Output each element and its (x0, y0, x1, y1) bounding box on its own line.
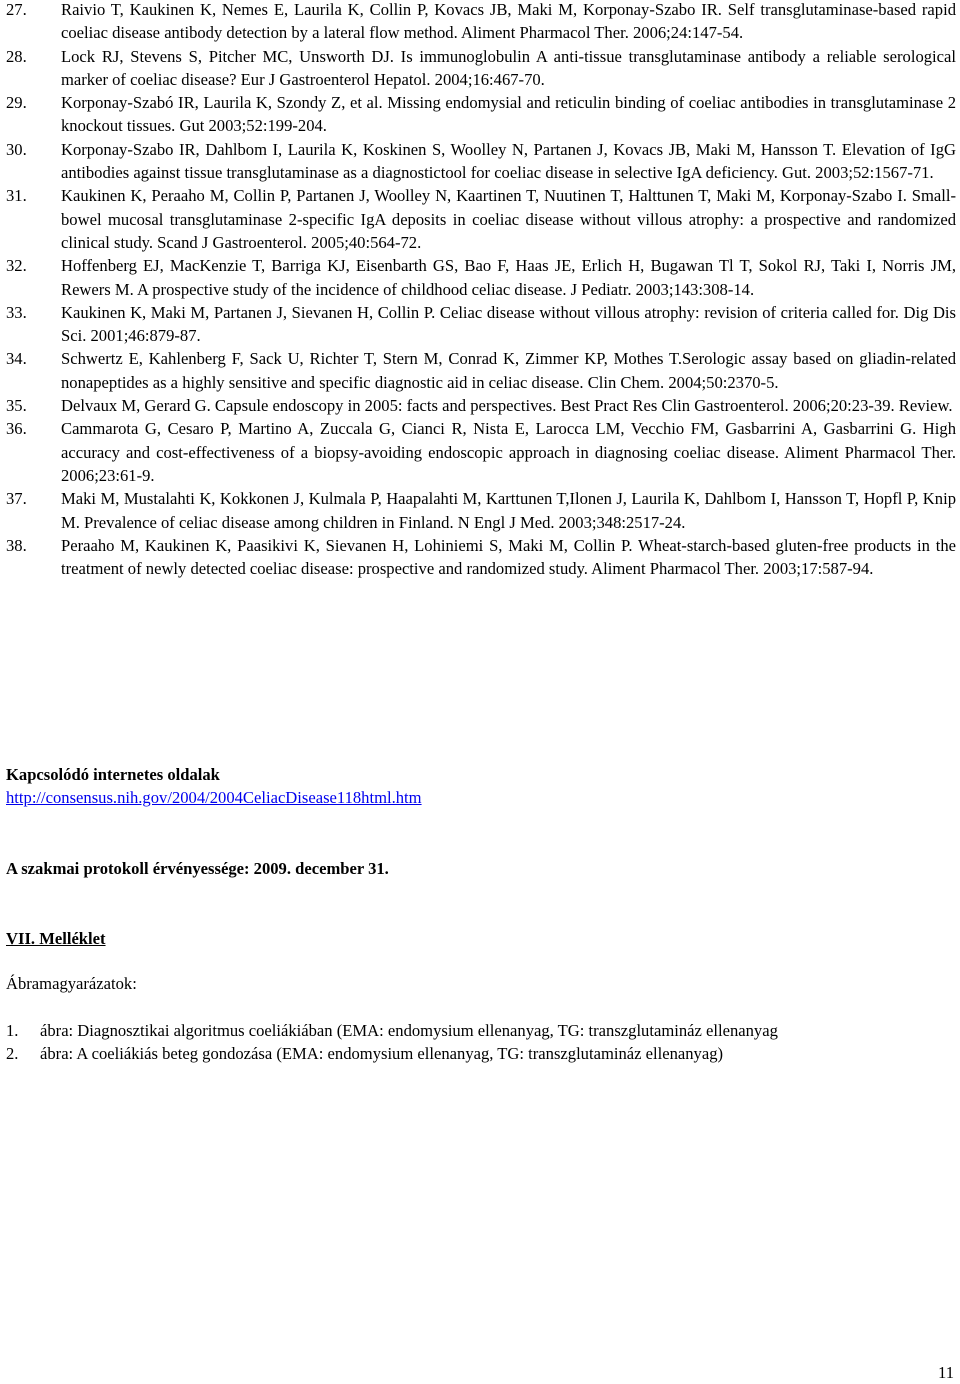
page-number: 11 (938, 1363, 954, 1382)
reference-item (6, 138, 956, 185)
related-links-heading: Kapcsolódó internetes oldalak (6, 765, 220, 784)
figure-legend-heading: Ábramagyarázatok: (6, 974, 137, 993)
figure-legend-list (6, 1019, 956, 1066)
reference-number: 36. (6, 419, 27, 439)
reference-text: Kaukinen K, Peraaho M, Collin P, Partanen J, Woolley N, Kaartinen T, Nuutinen T, Halttunen T, Maki M, Korponay-Szabo I. Small-bowel mucosal transglutaminase 2-specific IgA deposits in coeliac disease without villous atrophy: a prospective and randomized clinical study. Scand J Gastroenterol. 2005;40:564-72. (61, 186, 956, 252)
reference-text: Lock RJ, Stevens S, Pitcher MC, Unsworth DJ. Is immunoglobulin A anti-tissue transglutaminase antibody a reliable serological marker of coeliac disease? Eur J Gastroenterol Hepatol. 2004;16:467-70. (61, 46, 956, 89)
reference-text: Cammarota G, Cesaro P, Martino A, Zuccala G, Cianci R, Nista E, Larocca LM, Vecchio FM, Gasbarrini A, Gasbarrini G. High accuracy and cost-effectiveness of a biopsy-avoiding endoscopic approach in diagnosing coeliac disease. Aliment Pharmacol Ther. 2006;23:61-9. (61, 419, 956, 485)
reference-list (6, 0, 956, 580)
reference-number: 32. (6, 256, 27, 276)
reference-text: Raivio T, Kaukinen K, Nemes E, Laurila K, Collin P, Kovacs JB, Maki M, Korponay-Szabo IR. Self transglutaminase-based rapid coeliac disease antibody detection by a lateral flow method. Aliment Pharmacol Ther. 2006;24:147-54. (61, 0, 956, 43)
annex-heading: VII. Melléklet (6, 929, 106, 948)
figure-legend-item (6, 1042, 956, 1065)
reference-number: 34. (6, 349, 27, 369)
reference-item (6, 347, 956, 394)
reference-number: 35. (6, 396, 27, 416)
figure-caption: ábra: A coeliákiás beteg gondozása (EMA: endomysium ellenanyag, TG: transzglutamináz ellenanyag) (40, 1044, 724, 1064)
reference-item (6, 301, 956, 348)
consensus-link[interactable]: http://consensus.nih.gov/2004/2004CeliacDisease118html.htm (6, 788, 422, 808)
reference-number: 33. (6, 302, 27, 322)
reference-item (6, 394, 956, 417)
reference-text: Delvaux M, Gerard G. Capsule endoscopy in 2005: facts and perspectives. Best Pract Res Clin Gastroenterol. 2006;20:23-39. Review. (61, 396, 953, 416)
reference-text: Korponay-Szabó IR, Laurila K, Szondy Z, et al. Missing endomysial and reticulin binding of coeliac antibodies in transglutaminase 2 knockout tissues. Gut 2003;52:199-204. (61, 93, 956, 136)
protocol-validity: A szakmai protokoll érvényessége: 2009. december 31. (6, 859, 389, 878)
reference-text: Schwertz E, Kahlenberg F, Sack U, Richter T, Stern M, Conrad K, Zimmer KP, Mothes T.Serologic assay based on gliadin-related nonapeptides as a highly sensitive and specific diagnostic aid in celiac disease. Clin Chem. 2004;50:2370-5. (61, 349, 956, 392)
reference-item (6, 45, 956, 92)
reference-number: 38. (6, 535, 27, 555)
reference-item (6, 417, 956, 487)
figure-number: 1. (6, 1021, 19, 1040)
reference-text: Peraaho M, Kaukinen K, Paasikivi K, Sievanen H, Lohiniemi S, Maki M, Collin P. Wheat-starch-based gluten-free products in the treatment of newly detected coeliac disease: prospective and randomized study. Aliment Pharmacol Ther. 2003;17:587-94. (61, 535, 956, 579)
reference-text: Hoffenberg EJ, MacKenzie T, Barriga KJ, Eisenbarth GS, Bao F, Haas JE, Erlich H, Bugawan Tl T, Sokol RJ, Taki I, Norris JM, Rewers M. A prospective study of the incidence of childhood celiac disease. J Pediatr. 2003;143:308-14. (61, 256, 956, 299)
reference-number: 31. (6, 186, 27, 206)
reference-item (6, 91, 956, 138)
related-links-section (6, 763, 956, 810)
reference-number: 28. (6, 46, 27, 66)
reference-number: 29. (6, 93, 27, 113)
reference-text: Kaukinen K, Maki M, Partanen J, Sievanen H, Collin P. Celiac disease without villous atrophy: revision of criteria called for. Dig Dis Sci. 2001;46:879-87. (61, 302, 956, 346)
figure-number: 2. (6, 1044, 19, 1064)
reference-text: Korponay-Szabo IR, Dahlbom I, Laurila K, Koskinen S, Woolley N, Partanen J, Kovacs JB, Maki M, Hansson T. Elevation of IgG antibodies against tissue transglutaminase as a diagnostictool for coeliac disease in selective IgA deficiency. Gut. 2003;52:1567-71. (61, 139, 956, 183)
reference-number: 37. (6, 489, 27, 509)
reference-item (6, 0, 956, 45)
reference-number: 27. (6, 0, 27, 19)
reference-item (6, 254, 956, 301)
reference-item (6, 534, 956, 581)
figure-caption: ábra: Diagnosztikai algoritmus coeliákiában (EMA: endomysium ellenanyag, TG: transzglutamináz ellenanyag (40, 1021, 778, 1040)
reference-item (6, 184, 956, 254)
figure-legend-item (6, 1019, 956, 1042)
reference-text: Maki M, Mustalahti K, Kokkonen J, Kulmala P, Haapalahti M, Karttunen T,Ilonen J, Laurila K, Dahlbom I, Hansson T, Hopfl P, Knip M. Prevalence of celiac disease among children in Finland. N Engl J Med. 2003;348:2517-24. (61, 489, 956, 532)
reference-item (6, 487, 956, 534)
reference-number: 30. (6, 139, 27, 159)
